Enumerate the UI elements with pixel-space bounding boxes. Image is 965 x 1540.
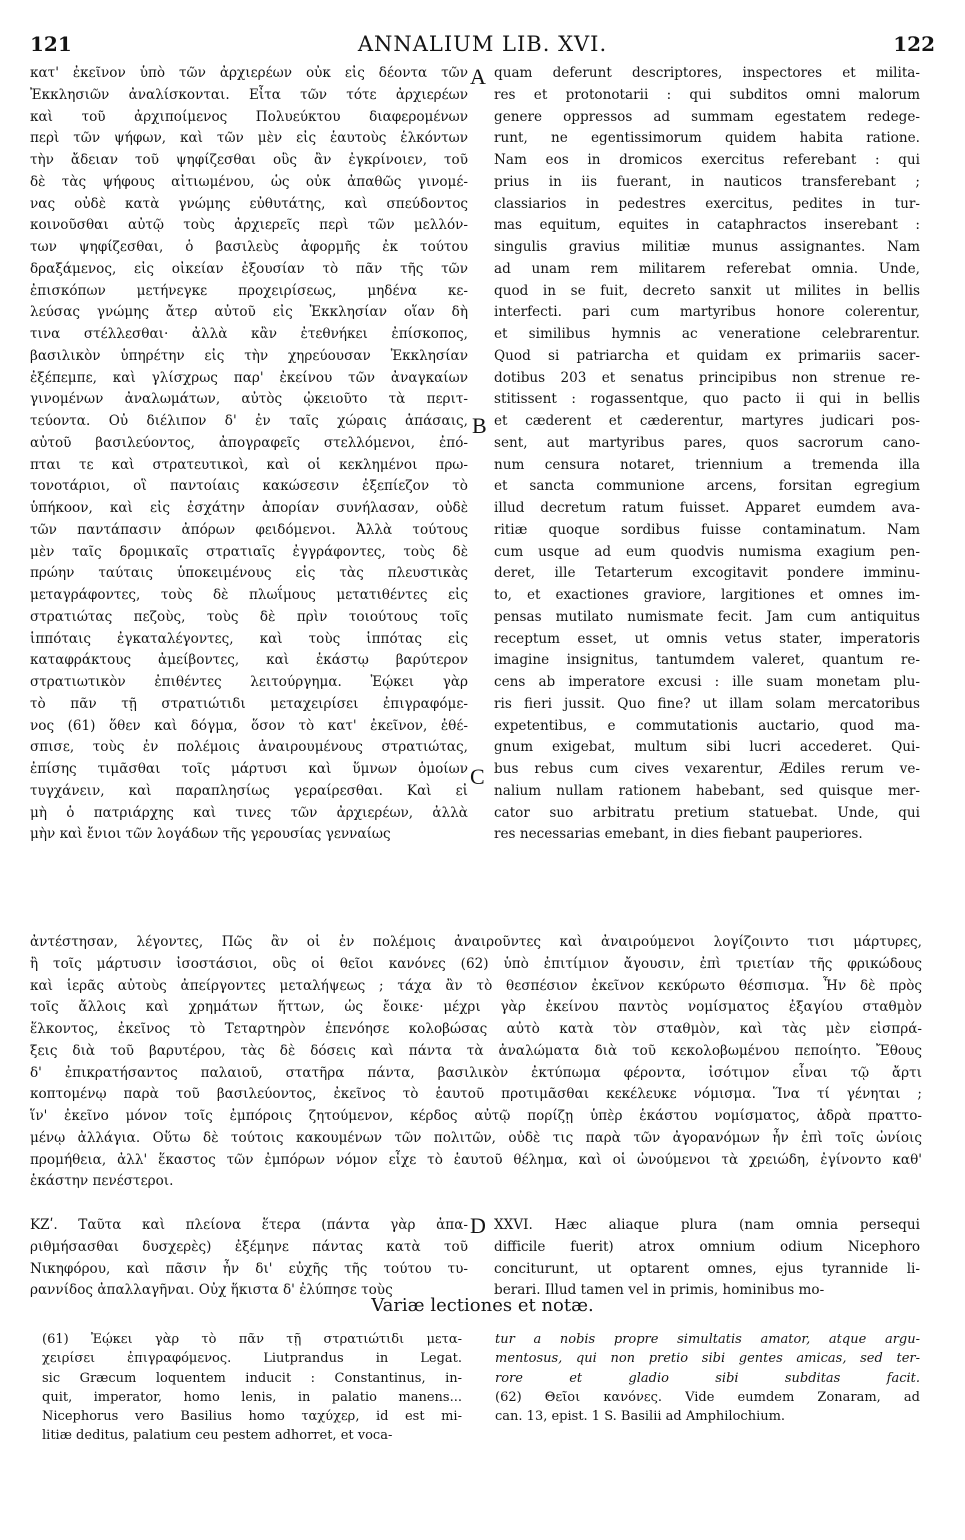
text-line: ἑκάστην πενέστεροι.: [30, 1173, 174, 1190]
text-line: pensas mutilato numismate fecit. Jam cum antiquitus: [494, 608, 920, 625]
notes-left-column: [42, 1330, 462, 1446]
text-line: χειρίσει ἐπιγραφόμενος. Liutprandus in Legat.: [42, 1351, 462, 1367]
text-line: προμήθεια, ἀλλ' ἕκαστος τῶν ἐμπόρων νόμον εἶχε τὸ ἑαυτοῦ θέλημα, καὶ οἱ ὠνούμενοι τὰ χρειώδη, ἐγίνοντο καθ': [30, 1151, 922, 1168]
text-line: cens ab imperatore excusi : ille suam monetam plu-: [494, 674, 920, 690]
text-line: καταφράκτους ἀμείβοντες, καὶ ἑκάστῳ βαρύτερον: [30, 652, 468, 669]
text-line: interfecti. pari cum martyribus honore colerentur,: [494, 304, 920, 321]
text-line: difficile fuerit) atrox omnium odium Nicephoro: [494, 1238, 920, 1255]
text-line: mas equitum, equites in cataphractos inserebant :: [494, 217, 920, 234]
greek-full-width-text: [30, 932, 922, 1193]
text-line: πται τε καὶ στρατευτικοὶ, καὶ οἱ κεκλημένοι πρω-: [30, 456, 468, 473]
text-line: ἐπίσης τιμᾶσθαι τοῖς μάρτυσι καὶ ὕμνων ὁμοίων: [30, 761, 468, 777]
notes-heading: Variæ lectiones et notæ.: [371, 1295, 594, 1316]
text-line: τὸ πᾶν τῇ στρατιώτιδι μεταχειρίσει ἐπιγραφόμε-: [30, 695, 468, 712]
text-line: τὴν ἄδειαν τοῦ ψηφίζεσθαι οὓς ἂν ἐγκρίνοιεν, τοῦ: [30, 152, 468, 168]
text-line: ἐπισκόπων μετήνεγκε προχειρίσεως, μηδένα κε-: [30, 282, 468, 299]
text-line: στρατιώτας πεζοὺς, τοὺς δὲ πρὶν τοιούτους τοῖς: [30, 608, 468, 625]
text-line: ris fieri jussit. Quo fine? ut illam solam mercatoribus: [494, 695, 920, 712]
text-line: quod in se fuit, decreto sanxit ut milites in bellis: [494, 282, 920, 299]
text-line: conciturunt, ut optarent omnes, ejus tyrannide li-: [494, 1260, 920, 1277]
text-line: μὴ ὁ πατριάρχης καὶ τινες τῶν ἀρχιερέων, ἀλλὰ: [30, 804, 468, 821]
text-line: ἐξέπεμπε, καὶ γλίσχρως παρ' ἐκείνου τῶν ἀναγκαίων: [30, 369, 468, 386]
text-line: tur a nobis propre simultatis amator, atque argu-: [495, 1332, 920, 1347]
text-line: ἀντέστησαν, λέγοντες, Πῶς ἂν οἱ ἐν πολέμοις ἀναιροῦντες καὶ ἀναιρούμενοι λογίζοιντο τισι μάρτυρες,: [30, 934, 922, 950]
text-line: καὶ ἱερᾶς αὐτοὺς ἀπείργοντες μεταλήψεως ; τάχα ἂν τὸ θεσπέσιον ἐκεῖνον κεκύρωτο θέσπισμα. Ἦν δὲ πρὸς: [30, 977, 922, 994]
text-line: Νικηφόρου, καὶ πᾶσιν ἦν δι' εὐχῆς τῆς τούτου τυ-: [30, 1260, 468, 1277]
text-line: ραννίδος ἀπαλλαγῆναι. Οὐχ ἥκιστα δ' ἐλύπησε τοὺς: [30, 1282, 393, 1299]
latin-section-26: [494, 1215, 920, 1302]
text-line: δραξάμενος, εἰς οἰκείαν ἐξουσίαν τὸ πᾶν τῆς τῶν: [30, 260, 468, 277]
greek-section-26: [30, 1215, 468, 1302]
text-line: nalium nullam rationem habebant, sed quisque mer-: [494, 782, 920, 799]
text-line: τεύοντα. Οὐ διέλιπον δ' ἐν ταῖς χώραις ἁπάσαις,: [30, 413, 468, 429]
text-line: quit, imperator, homo lenis, in palatio manens...: [42, 1389, 462, 1405]
text-line: κοινοῦσθαι αὐτῷ τοὺς ἀρχιερεῖς περὶ τῶν μελλόν-: [30, 217, 468, 234]
text-line: ἱππόταις ἐγκαταλέγοντες, καὶ τοὺς ἱππότας εἰς: [30, 630, 468, 647]
text-line: κατ' ἐκεῖνον ὑπὸ τῶν ἀρχιερέων οὐκ εἰς δέοντα τῶν: [30, 65, 468, 81]
margin-marker-a: A: [470, 64, 486, 89]
text-line: λεύσας γνώμης ἄτερ αὐτοῦ εἰς Ἐκκλησίαν οἵαν δὴ: [30, 304, 468, 321]
text-line: quam deferunt descriptores, inspectores et milita-: [494, 65, 920, 81]
text-line: δ' ἐπικρατήσαντος παλαιοῦ, στατῆρα πάντα, βασιλικὸν ἐκτύπωμα φέροντα, ἰσότιμον εἶναι τῷ ἄρτι: [30, 1064, 922, 1081]
text-line: runt, ne egentissimorum quidem habita ratione.: [494, 130, 920, 147]
text-line: ad unam rem militarem referebat omnia. Unde,: [494, 260, 920, 277]
text-line: βασιλικὸν ὑπηρέτην εἰς τὴν χηρεύουσαν Ἐκκλησίαν: [30, 347, 468, 364]
text-line: νος (61) ὅθεν καὶ δόγμα, ὅσον τὸ κατ' ἐκεῖνον, ἐθέ-: [30, 717, 468, 734]
text-line: ἵν' ἐκεῖνο μόνον τοῖς ἐμπόροις ζητούμενον, κέρδος αὐτῷ πορίζῃ ὑπὲρ ἑκάστου νομίσματος, ἀδρὰ πραττο-: [30, 1108, 922, 1124]
text-line: et sancta communione arcens, forsitan egregium: [494, 478, 920, 495]
text-line: γινομένων ἀναλωμάτων, αὐτὸς ᾠκειοῦτο τὰ περιτ-: [30, 391, 468, 408]
text-line: Quod si patriarcha et quidam ex primariis sacer-: [494, 347, 920, 364]
text-line: μένῳ ἀλλάγια. Οὕτω δὲ τούτοις κακουμένων τῶν πολιτῶν, οὐδὲ τις παρὰ τῶν ἀγορανόμων ἦν ἐπὶ τοῖς ὠνίοις: [30, 1129, 922, 1146]
text-line: κοπτομένῳ παρὰ τοῦ βασιλεύοντος, ἐκεῖνος τὸ ἑαυτοῦ προτιμᾶσθαι κεκέλευκε νόμισμα. Ἵνα τί γένηται ;: [30, 1086, 922, 1103]
text-line: genere oppressos ad summam egestatem redege-: [494, 108, 920, 125]
text-line: classiarios in pedestres exercitus, pedites in tur-: [494, 195, 920, 212]
margin-marker-c: C: [470, 764, 485, 789]
text-line: rore et gladio sibi subditas facit.: [495, 1370, 920, 1386]
text-line: berari. Illud tamen vel in primis, hominibus mo-: [494, 1282, 825, 1299]
text-line: (62) Θεῖοι κανόνες. Vide eumdem Zonaram, ad: [495, 1389, 920, 1405]
text-line: ἢ τοῖς μάρτυσιν ἰσοστάσιοι, οὓς οἱ θεῖοι κανόνες (62) ὑπὸ ἐπιτίμιον ἄγουσιν, ἐπὶ τριετίαν τῆς φρικώδους: [30, 955, 922, 972]
text-line: to, et exactiones graviore, largitiones et omnes im-: [494, 587, 920, 603]
text-line: num censura notaret, triennium a tremenda illa: [494, 456, 920, 473]
text-line: ριθμήσασθαι δυσχερὲς) ἐξέμηνε πάντας κατὰ τοῦ: [30, 1238, 468, 1255]
text-line: illud decretum ratum fuisset. Apparet eumdem ava-: [494, 500, 920, 516]
text-line: πρώην ταύταις ὑποκειμένους εἰς τὰς πλευστικὰς: [30, 565, 468, 582]
text-line: ὑπήκοον, καὶ εἰς ἐσχάτην ἀπορίαν συνήλασαν, οὐδὲ: [30, 500, 468, 516]
text-line: Ἐκκλησιῶν ἀναλίσκονται. Εἶτα τῶν τότε ἀρχιερέων: [30, 86, 468, 103]
text-line: sic Græcum loquentem inducit : Constantinus, in-: [42, 1370, 462, 1386]
text-line: et cæderent et cæderentur, martyres judicari pos-: [494, 413, 920, 429]
text-line: cum usque ad eum quodvis numisma exagium pen-: [494, 543, 920, 560]
text-line: XXVI. Hæc aliaque plura (nam omnia persequi: [494, 1217, 920, 1233]
running-title: ANNALIUM LIB. XVI.: [357, 32, 608, 56]
text-line: δὲ τὰς ψήφους αἰτιωμένου, ὡς οὐκ ἀπαθῶς γινομέ-: [30, 173, 468, 190]
text-line: ΚΖʹ. Ταῦτα καὶ πλείονα ἕτερα (πάντα γὰρ ἀπα-: [30, 1217, 468, 1233]
text-line: dotibus 203 et senatus principibus non strenue re-: [494, 369, 920, 386]
text-line: prius in iis fuerant, in nauticos transferebant ;: [494, 173, 920, 190]
text-line: cator suo arbitratu pretium statuebat. Unde, qui: [494, 804, 920, 821]
latin-text-column: [494, 63, 920, 846]
text-line: περὶ τῶν ψήφων, καὶ τῶν μὲν εἰς ἑαυτοὺς ἑλκόντων: [30, 130, 468, 147]
text-line: τινα στέλλεσθαι· ἀλλὰ κἂν ἐτεθνήκει ἐπίσκοπος,: [30, 326, 468, 342]
text-line: σπισε, τοὺς ἐν πολέμοις ἀναιρουμένους στρατιώτας,: [30, 739, 468, 756]
text-line: καὶ τοῦ ἀρχιποίμενος Πολυεύκτου διαφερομένων: [30, 108, 468, 125]
text-line: imagine insignitus, tantumdem valeret, quantum re-: [494, 652, 920, 669]
text-line: ritiæ quoque sordibus fuisse contaminatum. Nam: [494, 521, 920, 538]
margin-marker-b: B: [472, 413, 487, 438]
text-line: Nicephorus vero Basilius homo ταχύχερ, id est mi-: [42, 1409, 462, 1425]
page-number-right: 122: [893, 32, 935, 56]
text-line: ἕλκοντος, ἐκεῖνος τὸ Τεταρτηρὸν ἐπενόησε κολοβώσας αὐτὸ κατὰ τὸν σταθμὸν, καὶ τὰς μὲν εἰσπρά-: [30, 1021, 922, 1037]
text-line: expetentibus, e commutationis auctario, quod ma-: [494, 717, 920, 734]
text-line: (61) Ἐῴκει γὰρ τὸ πᾶν τῇ στρατιώτιδι μετα-: [42, 1332, 462, 1347]
running-header: [30, 32, 935, 60]
text-line: litiæ deditus, palatium ceu pestem adhorret, et voca-: [42, 1428, 393, 1444]
text-line: mentosus, qui non pretio sibi gentes amicas, sed ter-: [495, 1351, 920, 1367]
text-line: αὐτοῦ βασιλεύοντος, ἀπογραφεῖς στελλόμενοι, ἐπό-: [30, 434, 468, 451]
text-line: deret, ille Tetarterum excogitavit pondere imminu-: [494, 565, 920, 582]
text-line: τοῖς ἄλλοις καὶ χρημάτων ἥττων, ὡς ἔοικε· μέχρι γὰρ ἐκείνου παντὸς νομίσματος ἐξαγίου σταθμὸν: [30, 999, 922, 1016]
greek-text-column: [30, 63, 468, 846]
text-line: μεταγράφοντες, τοὺς δὲ πλωΐμους μετατιθέντες εἰς: [30, 587, 468, 603]
text-line: Nam eos in dromicos exercitus referebant : qui: [494, 152, 920, 168]
text-line: res necessarias emebant, in dies fiebant pauperiores.: [494, 826, 863, 843]
text-line: gnum exigebat, multum sibi lucri accederet. Qui-: [494, 739, 920, 756]
text-line: τῶν παντάπασιν ἀπόρων φειδόμενοι. Ἀλλὰ τούτους: [30, 521, 468, 538]
text-line: των ψηφίζεσθαι, ὁ βασιλεὺς ἀφορμῆς ἐκ τούτου: [30, 239, 468, 255]
text-line: et similibus hymnis ac veneratione celebrarentur.: [494, 326, 920, 342]
page-number-left: 121: [30, 32, 72, 56]
text-line: sent, aut martyribus pares, quos sacrorum cano-: [494, 434, 920, 451]
margin-marker-d: D: [470, 1213, 486, 1238]
text-line: res et protonotarii : qui subditos omni malorum: [494, 86, 920, 103]
text-line: singulis gravius militiæ munus assignantes. Nam: [494, 239, 920, 255]
text-line: receptum esset, ut omnis vetus stater, imperatoris: [494, 630, 920, 647]
text-line: ξεις διὰ τοῦ βαρυτέρου, τὰς δὲ δόσεις καὶ πάντα τὰ ἀναλώματα διὰ τοῦ κεκολοβωμένου πεποίητο. Ἔθους: [30, 1042, 922, 1059]
text-line: bus rebus cum cives vexarentur, Ædiles rerum ve-: [494, 761, 920, 777]
text-line: can. 13, epist. 1 S. Basilii ad Amphilochium.: [495, 1409, 786, 1425]
text-line: τυγχάνειν, καὶ παραπλησίως γεραίρεσθαι. Καὶ εἰ: [30, 782, 468, 799]
text-line: τονοτάριοι, οἳ παντοίαις κακώσεσιν ἐξεπίεζον τὸ: [30, 478, 468, 495]
text-line: μὲν ταῖς δρομικαῖς στρατιαῖς ἐγγράφοντες, τοὺς δὲ: [30, 543, 468, 560]
text-line: stitissent : rogassentque, quo pacto ii qui in bellis: [494, 391, 920, 408]
text-line: μὴν καὶ ἔνιοι τῶν λογάδων τῆς γερουσίας γενναίως: [30, 826, 391, 843]
notes-right-column: [495, 1330, 920, 1426]
text-line: στρατιωτικὸν ἐπιθέντες λειτούργημα. Ἐῴκει γὰρ: [30, 674, 468, 690]
text-line: νας οὐδὲ κατὰ γνώμης εὐθυτάτης, καὶ σπεύδοντος: [30, 195, 468, 212]
